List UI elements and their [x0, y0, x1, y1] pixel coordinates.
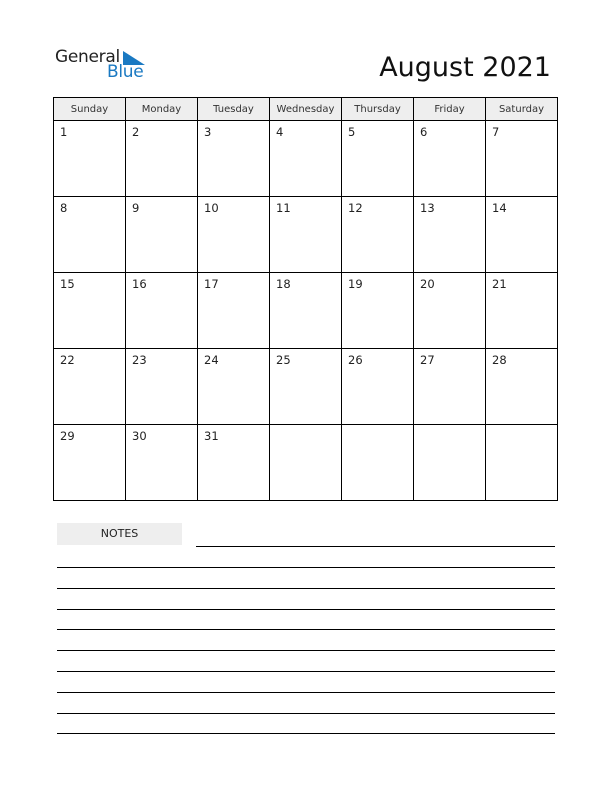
- notes-line: [57, 588, 555, 589]
- day-cell: [414, 121, 486, 197]
- day-number: 28: [492, 353, 507, 367]
- day-number: 5: [348, 125, 356, 139]
- day-cell: [270, 273, 342, 349]
- day-number: 30: [132, 429, 147, 443]
- day-number: 6: [420, 125, 428, 139]
- notes-line: [57, 609, 555, 610]
- day-number: 16: [132, 277, 147, 291]
- day-number: 27: [420, 353, 435, 367]
- day-cell: [126, 121, 198, 197]
- notes-line: [57, 733, 555, 734]
- week-row: [54, 349, 558, 425]
- day-cell: [126, 197, 198, 273]
- day-number: 25: [276, 353, 291, 367]
- day-cell: [342, 425, 414, 501]
- day-number: 2: [132, 125, 140, 139]
- day-cell: [126, 425, 198, 501]
- weekday-header-sunday: Sunday: [54, 98, 126, 121]
- day-cell: [414, 349, 486, 425]
- day-number: 13: [420, 201, 435, 215]
- notes-line: [57, 692, 555, 693]
- day-cell: [198, 121, 270, 197]
- day-number: [486, 425, 557, 429]
- day-number: 31: [204, 429, 219, 443]
- day-cell: [486, 121, 558, 197]
- day-number: 14: [492, 201, 507, 215]
- day-number: 20: [420, 277, 435, 291]
- week-row: [54, 197, 558, 273]
- day-cell: [486, 349, 558, 425]
- notes-line: [57, 713, 555, 714]
- notes-line: [57, 629, 555, 630]
- calendar-grid: [53, 97, 558, 501]
- day-number: [342, 425, 413, 429]
- day-cell: [270, 121, 342, 197]
- day-cell: [198, 425, 270, 501]
- day-cell: [486, 425, 558, 501]
- notes-label: NOTES: [57, 523, 182, 545]
- day-number: 15: [60, 277, 75, 291]
- day-cell: [342, 273, 414, 349]
- day-number: 21: [492, 277, 507, 291]
- day-cell: [270, 425, 342, 501]
- day-number: 7: [492, 125, 500, 139]
- day-number: 3: [204, 125, 212, 139]
- weekday-header-friday: Friday: [414, 98, 486, 121]
- day-number: 1: [60, 125, 68, 139]
- week-row: [54, 425, 558, 501]
- page-title: August 2021: [379, 52, 551, 83]
- day-cell: [54, 121, 126, 197]
- day-cell: [126, 273, 198, 349]
- week-row: [54, 273, 558, 349]
- day-number: 8: [60, 201, 68, 215]
- weekday-header-row: [54, 98, 558, 121]
- day-cell: [198, 273, 270, 349]
- day-cell: [414, 273, 486, 349]
- day-number: 19: [348, 277, 363, 291]
- logo: [55, 47, 155, 83]
- day-number: [270, 425, 341, 429]
- notes-line: [57, 671, 555, 672]
- notes-line: [57, 567, 555, 568]
- day-number: 4: [276, 125, 284, 139]
- day-number: 10: [204, 201, 219, 215]
- weekday-header-tuesday: Tuesday: [198, 98, 270, 121]
- day-cell: [54, 197, 126, 273]
- day-number: 24: [204, 353, 219, 367]
- day-cell: [126, 349, 198, 425]
- weekday-header-monday: Monday: [126, 98, 198, 121]
- day-number: 18: [276, 277, 291, 291]
- notes-line: [57, 650, 555, 651]
- day-number: [414, 425, 485, 429]
- day-number: 9: [132, 201, 140, 215]
- day-cell: [342, 349, 414, 425]
- day-number: 26: [348, 353, 363, 367]
- day-cell: [198, 197, 270, 273]
- day-cell: [54, 349, 126, 425]
- day-number: 11: [276, 201, 291, 215]
- day-cell: [414, 425, 486, 501]
- day-cell: [54, 425, 126, 501]
- logo-word-blue: Blue: [107, 62, 144, 82]
- day-cell: [342, 197, 414, 273]
- day-cell: [54, 273, 126, 349]
- day-cell: [486, 197, 558, 273]
- day-number: 22: [60, 353, 75, 367]
- notes-line: [196, 546, 555, 547]
- logo-word-general: General: [55, 47, 120, 67]
- day-number: 17: [204, 277, 219, 291]
- day-cell: [486, 273, 558, 349]
- weekday-header-saturday: Saturday: [486, 98, 558, 121]
- weekday-header-wednesday: Wednesday: [270, 98, 342, 121]
- day-number: 12: [348, 201, 363, 215]
- day-cell: [198, 349, 270, 425]
- day-cell: [414, 197, 486, 273]
- week-row: [54, 121, 558, 197]
- day-number: 29: [60, 429, 75, 443]
- day-number: 23: [132, 353, 147, 367]
- weekday-header-thursday: Thursday: [342, 98, 414, 121]
- day-cell: [270, 197, 342, 273]
- day-cell: [270, 349, 342, 425]
- day-cell: [342, 121, 414, 197]
